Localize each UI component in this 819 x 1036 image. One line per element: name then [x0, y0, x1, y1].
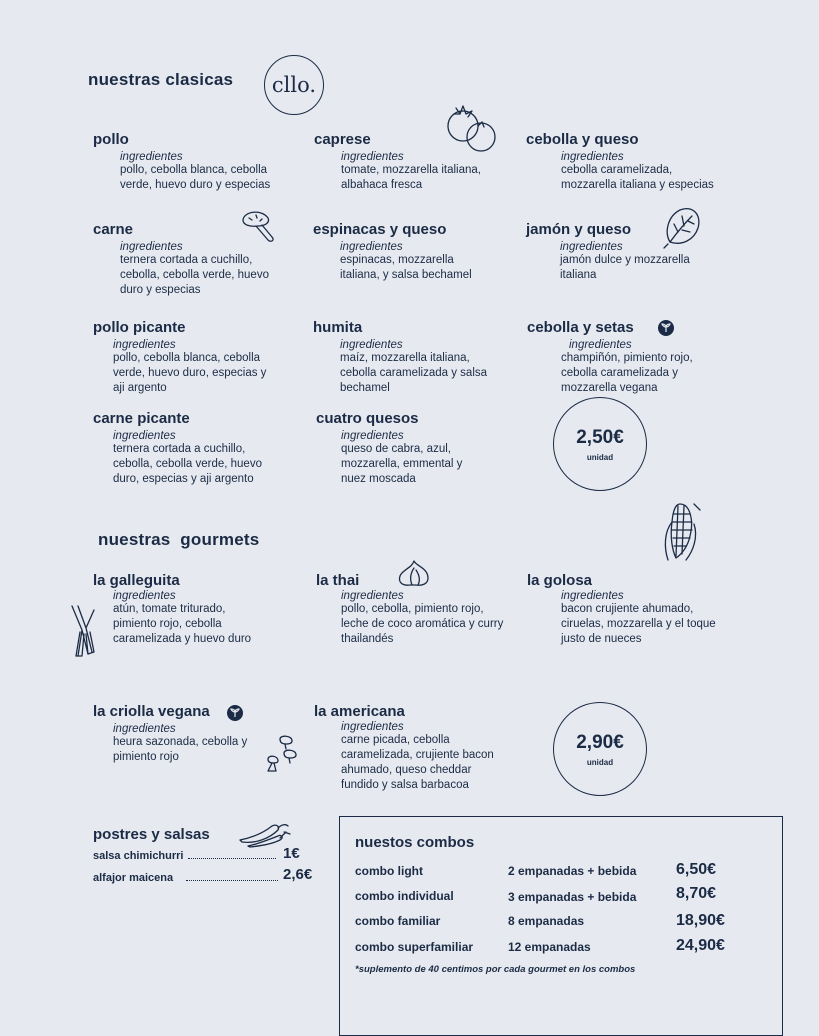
combo-desc: 2 empanadas + bebida: [508, 864, 637, 878]
dish-name: la golosa: [527, 572, 593, 589]
combo-desc: 3 empanadas + bebida: [508, 890, 637, 904]
dish-cuatro-quesos: [316, 410, 462, 487]
price-value: 2,50€: [576, 426, 624, 448]
price-unit: unidad: [586, 452, 614, 462]
extra-item-name: alfajor maicena: [93, 872, 174, 884]
ingredients-label: ingredientes: [341, 151, 404, 163]
dish-carne-picante: [93, 410, 262, 487]
ingredients-text: bacon crujiente ahumado, ciruelas, mozzarella y el toque justo de nueces: [561, 603, 716, 645]
mushroom-icon: [240, 208, 282, 246]
ingredients-label: ingredientes: [561, 590, 624, 602]
ingredients-text: ternera cortada a cuchillo, cebolla, cebolla verde, huevo duro y especias: [120, 254, 269, 296]
combo-price: 24,90€: [676, 937, 725, 954]
dish-pollo-picante: [93, 319, 266, 396]
section-title-gourmets: nuestras gourmets: [98, 530, 260, 549]
dish-name: cebolla y queso: [526, 131, 639, 148]
combo-name: combo familiar: [355, 914, 441, 928]
ingredients-text: champiñón, pimiento rojo, cebolla caramelizada y mozzarella vegana: [561, 352, 693, 394]
ingredients-label: ingredientes: [113, 339, 176, 351]
dish-humita: [313, 319, 487, 396]
ingredients-label: ingredientes: [113, 430, 176, 442]
combo-price: 6,50€: [676, 861, 717, 878]
logo: cllo.: [264, 55, 324, 115]
combo-name: combo superfamiliar: [355, 940, 474, 954]
ingredients-label: ingredientes: [341, 430, 404, 442]
combos-title: nuestos combos: [355, 834, 475, 851]
dish-name: jamón y queso: [526, 221, 632, 238]
dish-la-golosa: [527, 572, 716, 647]
ingredients-text: pollo, cebolla blanca, cebolla verde, huevo duro, especias y aji argento: [113, 352, 267, 394]
ingredients-text: atún, tomate triturado, pimiento rojo, cebolla caramelizada y huevo duro: [113, 603, 252, 645]
ingredients-text: espinacas, mozzarella italiana, y salsa bechamel: [340, 254, 472, 281]
extra-item-price: 1€: [283, 845, 300, 862]
tomato-icon: [446, 102, 498, 154]
ingredients-label: ingredientes: [561, 151, 624, 163]
ingredients-text: heura sazonada, cebolla y pimiento rojo: [113, 736, 248, 763]
ingredients-text: carne picada, cebolla caramelizada, crujiente bacon ahumado, queso cheddar fundido y salsa barbacoa: [341, 734, 494, 791]
ingredients-label: ingredientes: [341, 721, 404, 733]
dish-name: cebolla y setas: [527, 319, 634, 336]
dish-la-galleguita: [93, 572, 251, 647]
dish-name: la criolla vegana: [93, 703, 210, 720]
dish-la-americana: [314, 703, 494, 793]
ingredients-text: jamón dulce y mozzarella italiana: [560, 254, 690, 281]
dish-pollo: [93, 131, 270, 193]
combo-name: combo light: [355, 864, 423, 878]
spinach-icon: [662, 206, 704, 250]
dish-name: pollo: [93, 131, 129, 148]
combo-price: 8,70€: [676, 885, 717, 902]
combo-desc: 12 empanadas: [508, 940, 591, 954]
extra-item-name: salsa chimichurri: [93, 850, 184, 862]
dish-name: pollo picante: [93, 319, 186, 336]
dish-name: carne: [93, 221, 134, 238]
combo-desc: 8 empanadas: [508, 914, 585, 928]
ingredients-text: cebolla caramelizada, mozzarella italiana y especias: [561, 164, 714, 191]
dish-name: espinacas y queso: [313, 221, 447, 238]
leek-icon: [64, 602, 104, 660]
dotted-leader: [186, 880, 278, 881]
dish-name: cuatro quesos: [316, 410, 419, 427]
combo-price: 18,90€: [676, 912, 725, 929]
dish-name: humita: [313, 319, 363, 336]
ingredients-text: pollo, cebolla blanca, cebolla verde, huevo duro y especias: [120, 164, 271, 191]
ingredients-text: ternera cortada a cuchillo, cebolla, cebolla verde, huevo duro, especias y aji argento: [113, 443, 262, 485]
ingredients-label: ingredientes: [560, 241, 623, 253]
vegan-badge-icon: [227, 705, 243, 721]
ingredients-label: ingredientes: [120, 241, 183, 253]
corn-icon: [660, 500, 702, 564]
ingredients-label: ingredientes: [569, 339, 632, 351]
garlic-icon: [396, 558, 432, 588]
ingredients-label: ingredientes: [340, 339, 403, 351]
ingredients-text: pollo, cebolla, pimiento rojo, leche de coco aromática y curry thailandés: [341, 603, 504, 645]
dish-cebolla-y-queso: [526, 131, 714, 193]
combo-name: combo individual: [355, 889, 454, 903]
chili-peppers-icon: [238, 818, 292, 848]
ingredients-label: ingredientes: [113, 590, 176, 602]
dish-name: caprese: [314, 131, 371, 148]
dish-name: la thai: [316, 572, 360, 589]
dish-name: la galleguita: [93, 572, 180, 589]
mushrooms-icon: [262, 735, 302, 775]
section-title-classics: nuestras clasicas: [88, 70, 234, 89]
ingredients-label: ingredientes: [113, 723, 176, 735]
ingredients-text: tomate, mozzarella italiana, albahaca fresca: [341, 164, 481, 191]
dish-la-criolla-vegana: [93, 703, 247, 765]
extras-title: postres y salsas: [93, 826, 210, 843]
ingredients-text: queso de cabra, azul, mozzarella, emmental y nuez moscada: [341, 443, 463, 485]
dish-espinacas-y-queso: [313, 221, 472, 283]
extra-item-price: 2,6€: [283, 866, 313, 883]
ingredients-label: ingredientes: [340, 241, 403, 253]
price-value: 2,90€: [576, 731, 624, 753]
vegan-badge-icon: [658, 320, 674, 336]
dotted-leader: [188, 858, 276, 859]
dish-name: carne picante: [93, 410, 190, 427]
combos-note: *suplemento de 40 centimos por cada gourmet en los combos: [355, 964, 636, 975]
price-unit: unidad: [586, 757, 614, 767]
ingredients-text: maíz, mozzarella italiana, cebolla caramelizada y salsa bechamel: [340, 352, 488, 394]
ingredients-label: ingredientes: [120, 151, 183, 163]
price-circle-classics: [553, 397, 647, 491]
dish-name: la americana: [314, 703, 405, 720]
ingredients-label: ingredientes: [341, 590, 404, 602]
price-circle-gourmets: [553, 702, 647, 796]
